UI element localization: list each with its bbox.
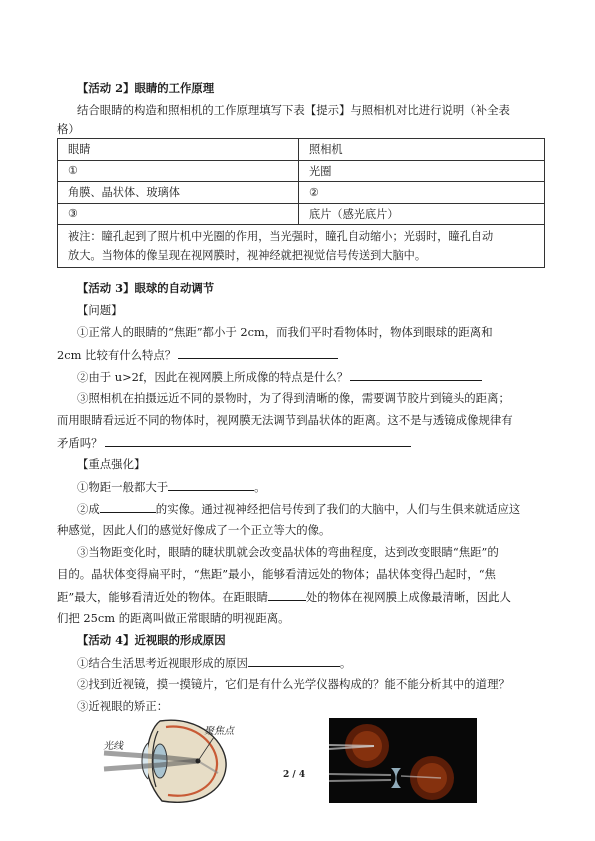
table-row bbox=[58, 160, 545, 182]
table-cell: ③ bbox=[58, 203, 299, 225]
activity4-point3: ③近视眼的矫正： bbox=[77, 699, 169, 713]
question1-line1: ①正常人的眼睛的“焦距”都小于 2cm，而我们平时看物体时，物体到眼球的距离和 bbox=[77, 325, 493, 339]
emphasis2-line2: 种感觉，因此人们的感觉好像成了一个正立等大的像。 bbox=[57, 523, 331, 537]
emphasis-header: 【重点强化】 bbox=[77, 457, 146, 471]
answer-blank[interactable] bbox=[100, 500, 156, 513]
table-cell: 眼睛 bbox=[58, 139, 299, 161]
table-note-line2: 放大。当物体的像呈现在视网膜时，视神经就把视觉信号传送到大脑中。 bbox=[68, 249, 427, 262]
answer-blank[interactable] bbox=[178, 346, 338, 359]
question3-line2: 而用眼睛看远近不同的物体时，视网膜无法调节到晶状体的距离。这不是与透镜成像规律有 bbox=[57, 413, 513, 427]
table-row bbox=[58, 139, 545, 161]
table-row bbox=[58, 203, 545, 225]
question-header: 【问题】 bbox=[77, 303, 123, 317]
answer-blank[interactable] bbox=[268, 588, 306, 601]
activity2-intro-line1: 结合眼睛的构造和照相机的工作原理填写下表【提示】与照相机对比进行说明（补全表 bbox=[77, 103, 510, 117]
answer-blank[interactable] bbox=[105, 434, 411, 447]
table-row bbox=[58, 182, 545, 204]
activity4-point2: ②找到近视镜，摸一摸镜片，它们是有什么光学仪器构成的？能不能分析其中的道理？ bbox=[77, 677, 510, 691]
emphasis3-line4: 们把 25cm 的距离叫做正常眼睛的明视距离。 bbox=[57, 611, 290, 625]
emphasis2-line1: ②成 的实像。通过视神经把信号传到了我们的大脑中，人们与生俱来就适应这 bbox=[77, 502, 521, 516]
question3-line3: 矛盾吗？ bbox=[57, 434, 411, 451]
table-note-line1: 被注：瞳孔起到了照片机中光圈的作用，当光强时，瞳孔自动缩小；光弱时，瞳孔自动 bbox=[68, 230, 494, 243]
emphasis3-line1: ③当物距变化时，眼睛的睫状肌就会改变晶状体的弯曲程度，达到改变眼睛“焦距”的 bbox=[77, 545, 499, 559]
table-note bbox=[58, 225, 545, 268]
activity2-intro-line2: 格） bbox=[57, 122, 80, 136]
focal-point-label: 聚焦点 bbox=[204, 726, 234, 737]
activity3-title: 【活动 3】眼球的自动调节 bbox=[77, 281, 215, 295]
emphasis3-line3: 距”最大，能够看清近处的物体。在距眼睛 处的物体在视网膜上成像最清晰，因此人 bbox=[57, 590, 511, 604]
activity2-title: 【活动 2】眼睛的工作原理 bbox=[77, 81, 215, 95]
activity4-point1: ①结合生活思考近视眼形成的原因 。 bbox=[77, 656, 352, 670]
question2: ②由于 u>2f，因此在视网膜上所成像的特点是什么？ bbox=[77, 368, 482, 385]
answer-blank[interactable] bbox=[248, 654, 340, 667]
light-ray-label: 光线 bbox=[103, 741, 123, 752]
table-row bbox=[58, 225, 545, 268]
table-cell: ① bbox=[58, 160, 299, 182]
myopia-eye-diagram bbox=[100, 717, 270, 803]
myopia-correction-photo bbox=[329, 718, 477, 803]
question3-line1: ③照相机在拍摄远近不同的景物时，为了得到清晰的像，需要调节胶片到镜头的距离； bbox=[77, 391, 510, 405]
emphasis1: ①物距一般都大于 。 bbox=[77, 480, 266, 494]
page-number: 2 / 4 bbox=[283, 770, 306, 780]
eye-camera-comparison-table bbox=[57, 138, 545, 268]
table-cell: ② bbox=[299, 182, 545, 204]
emphasis3-line2: 目的。晶状体变得扁平时，“焦距”最小，能够看清远处的物体；晶状体变得凸起时，“焦 bbox=[57, 567, 496, 581]
answer-blank[interactable] bbox=[350, 368, 482, 381]
table-cell: 角膜、晶状体、玻璃体 bbox=[58, 182, 299, 204]
question1-line2: 2cm 比较有什么特点？ bbox=[57, 346, 338, 363]
table-cell: 光圈 bbox=[299, 160, 545, 182]
table-cell: 底片（感光底片） bbox=[299, 203, 545, 225]
activity4-title: 【活动 4】近视眼的形成原因 bbox=[77, 633, 226, 647]
table-cell: 照相机 bbox=[299, 139, 545, 161]
answer-blank[interactable] bbox=[168, 478, 254, 491]
